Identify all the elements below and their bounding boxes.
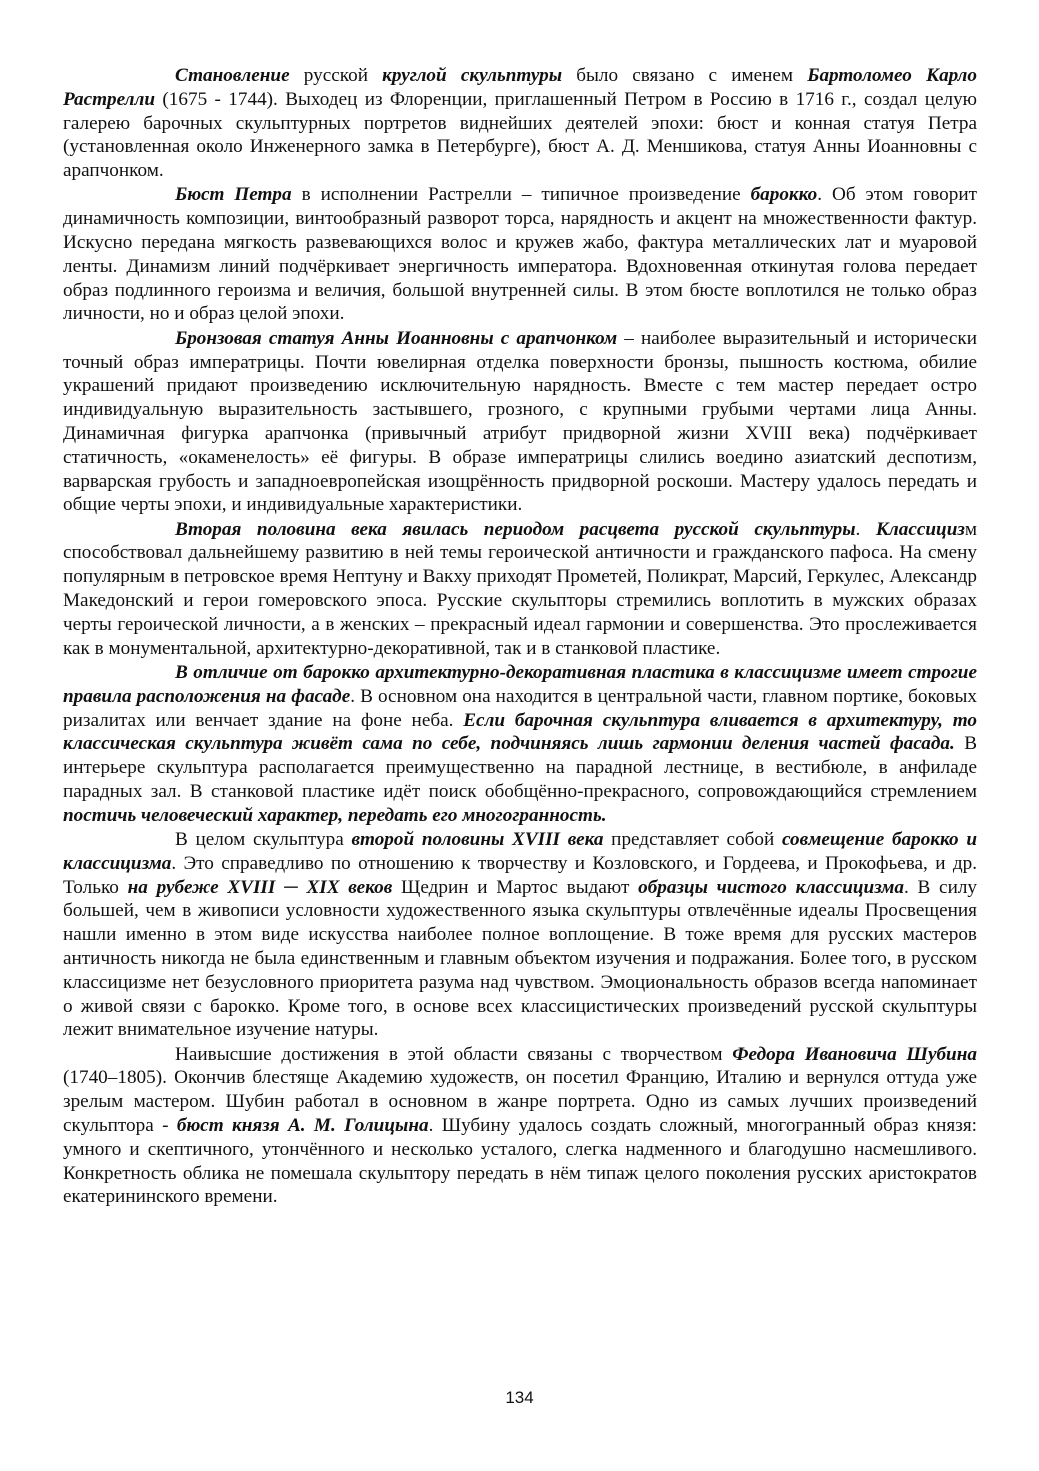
- text-run: Щедрин и Мартос выдают: [392, 876, 639, 898]
- text-run: . В основном она находится в центральной части, главном портике, боковых ризалитах или венчает здание на фоне неба.: [63, 685, 977, 731]
- emphasis-run: бюст князя А. М. Голицына: [176, 1115, 429, 1137]
- paragraph-shubin: [63, 1043, 977, 1210]
- emphasis-run: образцы чистого классицизма: [638, 876, 904, 898]
- text-run: Наивысшие достижения в этой области связаны с творчеством: [175, 1043, 733, 1065]
- text-run: было связано с именем: [562, 65, 808, 86]
- text-run: В целом скульптура: [175, 829, 352, 850]
- emphasis-run: Если барочная скульптура вливается в архитектуру, то классическая скульптура живёт сама по себе, подчиняясь лишь гармонии деления частей фасада.: [63, 709, 977, 755]
- paragraph-facade-rules: [63, 661, 977, 828]
- text-run: .: [855, 518, 876, 540]
- emphasis-run: барокко: [750, 184, 818, 206]
- emphasis-run: совмещение барокко и классицизма: [63, 829, 978, 874]
- text-run: . Это справедливо по отношению к творчеству и Козловского, и Гордеева, и Прокофьева, и др. Только: [63, 852, 977, 898]
- emphasis-run: Бюст Петра: [175, 184, 292, 206]
- paragraph-bust-of-peter: [63, 183, 977, 326]
- paragraph-rastrelli-intro: [63, 64, 977, 183]
- text-run: в исполнении Растрелли – типичное произведение: [291, 184, 751, 206]
- emphasis-run: Федора Ивановича Шубина: [732, 1043, 977, 1065]
- page-number: 134: [505, 1388, 534, 1407]
- emphasis-run: Становление: [175, 65, 290, 86]
- emphasis-run: Бартоломео Карло Растрелли: [63, 65, 977, 110]
- document-body: [63, 64, 977, 1210]
- paragraph-baroque-classicism-mix: [63, 828, 977, 1042]
- text-run: . В силу большей, чем в живописи условности художественного языка скульптуры отвлечённые идеалы Просвещения нашли именно в этом виде искусства наиболее полное воплощение. В тоже время для русских мастеров античность никогда не была единственным и главным объектом изучения и подражания. Более того, в русском классицизме нет безусловного приоритета разума над чувством. Эмоциональность образов всегда напоминает о живой связи с барокко. Кроме того, в основе всех классицистических произведений русской скульптуры лежит внимательное изучение натуры.: [63, 876, 978, 1041]
- emphasis-run: Вторая половина века явилась периодом расцвета русской скульптуры: [175, 518, 856, 540]
- text-run: (1740–1805). Окончив блестяще Академию художеств, он посетил Францию, Италию и вернулся оттуда уже зрелым мастером. Шубин работал в основном в жанре портрета. Одно из самых лучших произведений скульптора -: [63, 1067, 977, 1137]
- paragraph-classicism-heyday: [63, 518, 977, 661]
- text-run: представляет собой: [603, 829, 783, 850]
- emphasis-run: на рубеже XVIII ─ XIX веков: [127, 876, 393, 898]
- text-run: – наиболее выразительный и исторически точный образ императрицы. Почти ювелирная отделка поверхности бронзы, пышность костюма, обилие украшений придают произведению исключительную нарядность. Вместе с тем мастер передает остро индивидуальную выразительность застывшего, грозного, с крупными грубыми чертами лица Анны. Динамичная фигурка арапчонка (привычный атрибут придворной жизни XVIII века) подчёркивает статичность, «окаменелость» её фигуры. В образе императрицы слились воедино азиатский деспотизм, варварская грубость и западноевропейская изощрённость придворной роскоши. Мастеру удалось передать и общие черты эпохи, и индивидуальные характеристики.: [63, 327, 977, 516]
- text-run: В интерьере скульптура располагается преимущественно на парадной лестнице, в вестибюле, в анфиладе парадных зал. В станковой пластике идёт поиск обобщённо-прекрасного, сопровождающийся стремлением: [63, 733, 977, 802]
- emphasis-run: В отличие от барокко архитектурно-декоративная пластика в классицизме имеет строгие правила расположения на фасаде: [63, 661, 977, 707]
- emphasis-run: постичь человеческий характер, передать его многогранность.: [63, 804, 607, 826]
- text-run: (1675 - 1744). Выходец из Флоренции, приглашенный Петром в Россию в 1716 г., создал целую галерею барочных скульптурных портретов виднейших деятелей эпохи: бюст и конная статуя Петра (установленная около Инженерного замка в Петербурге), бюст А. Д. Меншикова, статуя Анны Иоанновны с арапчонком.: [63, 88, 977, 182]
- emphasis-run: круглой скульптуры: [382, 65, 563, 86]
- paragraph-anna-ioannovna-statue: [63, 327, 977, 517]
- emphasis-run: Бронзовая статуя Анны Иоанновны с арапчонком: [175, 327, 618, 349]
- emphasis-run: второй половины XVIII века: [351, 829, 604, 850]
- text-run: русской: [289, 65, 383, 86]
- text-run: . Об этом говорит динамичность композиции, винтообразный разворот торса, нарядность и акцент на множественности фактур. Искусно передана мягкость развевающихся волос и кружев жабо, фактура металлических лат и муаровой ленты. Динамизм линий подчёркивает энергичность императора. Вдохновенная откинутая голова передает образ подлинного героизма и величия, большой внутренней силы. В этом бюсте воплотился не только образ личности, но и образ целой эпохи.: [63, 184, 977, 325]
- text-run: м способствовал дальнейшему развитию в ней темы героической античности и гражданского пафоса. На смену популярным в петровское время Нептуну и Вакху приходят Прометей, Поликрат, Марсий, Геркулес, Александр Македонский и герои гомеровского эпоса. Русские скульпторы стремились воплотить в мужских образах черты героической личности, а в женских – прекрасный идеал гармонии и совершенства. Это прослеживается как в монументальной, архитектурно-декоративной, так и в станковой пластике.: [63, 518, 978, 659]
- emphasis-run: Классициз: [875, 518, 965, 540]
- text-run: . Шубину удалось создать сложный, многогранный образ князя: умного и скептичного, утончённого и несколько усталого, слегка надменного и благодушно насмешливого. Конкретность облика не помешала скульптору передать в нём типаж целого поколения русских аристократов екатерининского времени.: [63, 1115, 977, 1208]
